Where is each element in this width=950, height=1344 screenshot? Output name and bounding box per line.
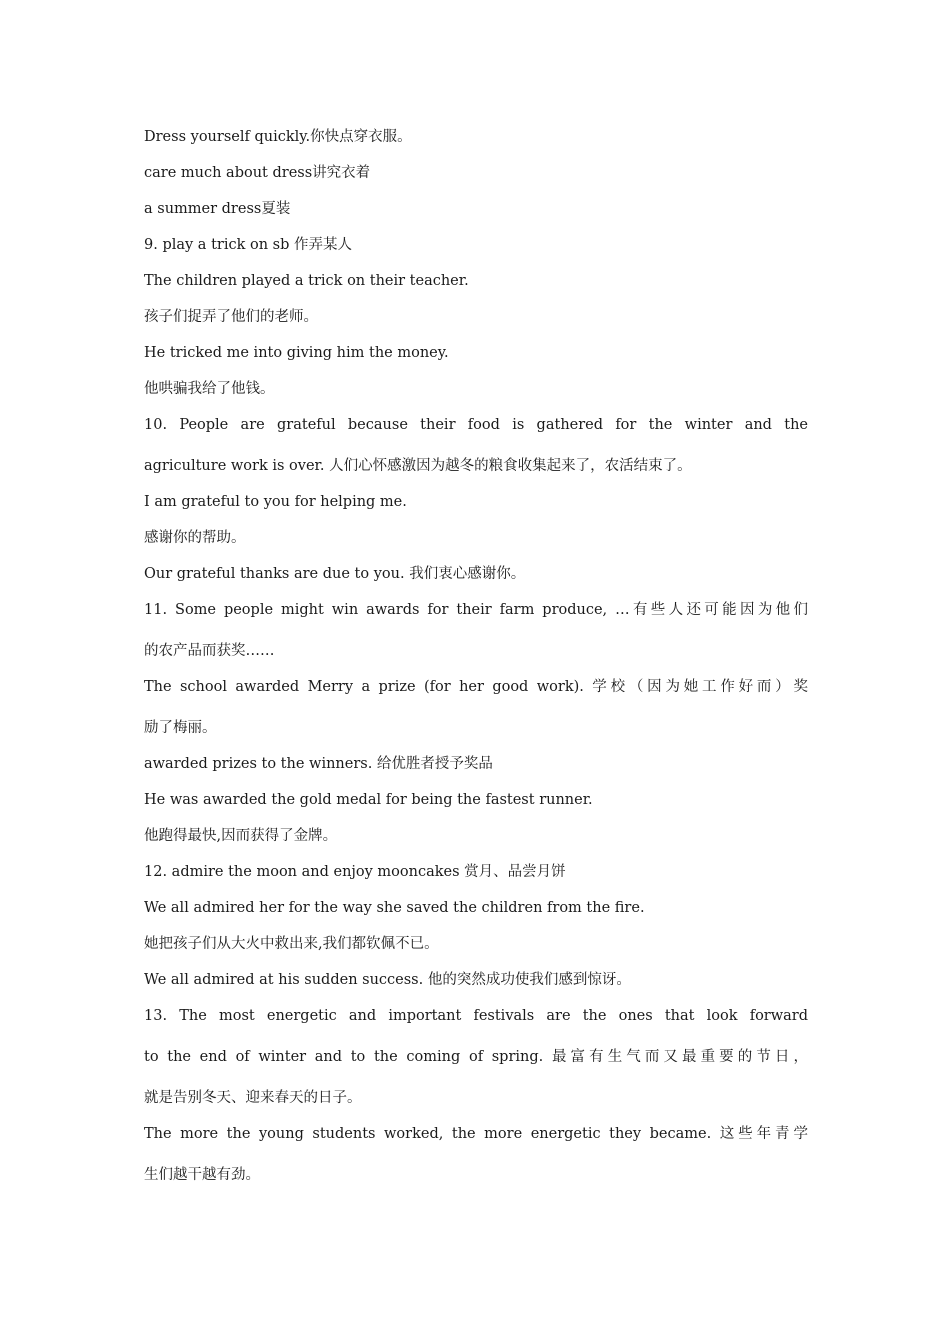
text-line: 生们越干越有劲。 [144, 1167, 260, 1183]
document-body [144, 124, 808, 1198]
text-line: 他哄骗我给了他钱。 [144, 381, 275, 397]
text-line: care much about dress讲究衣着 [144, 165, 371, 181]
text-line: We all admired her for the way she saved the children from the fire. [144, 900, 645, 916]
text-line: 孩子们捉弄了他们的老师。 [144, 309, 318, 325]
text-line: I am grateful to you for helping me. [144, 494, 407, 510]
text-line: We all admired at his sudden success. 他的突然成功使我们感到惊讶。 [144, 972, 631, 988]
text-line: agriculture work is over. 人们心怀感激因为越冬的粮食收集起来了，农活结束了。 [144, 458, 692, 474]
text-line: awarded prizes to the winners. 给优胜者授予奖品 [144, 756, 493, 772]
text-line: to the end of winter and to the coming of spring. 最富有生气而又最重要的节日， [144, 1049, 808, 1065]
text-line: 感谢你的帮助。 [144, 530, 246, 546]
text-line: 励了梅丽。 [144, 720, 217, 736]
text-line: 10. People are grateful because their food is gathered for the winter and the [144, 417, 808, 433]
text-line: 她把孩子们从大火中救出来,我们都钦佩不已。 [144, 936, 439, 952]
text-line: The school awarded Merry a prize (for her good work). 学校（因为她工作好而）奖 [144, 679, 808, 695]
text-line: a summer dress夏装 [144, 201, 291, 217]
text-line: 12. admire the moon and enjoy mooncakes 赏月、品尝月饼 [144, 864, 566, 880]
text-line: 9. play a trick on sb 作弄某人 [144, 237, 352, 253]
text-line: The children played a trick on their teacher. [144, 273, 469, 289]
text-line: 13. The most energetic and important festivals are the ones that look forward [144, 1008, 808, 1024]
text-line: 他跑得最快,因而获得了金牌。 [144, 828, 338, 844]
text-line: 就是告别冬天、迎来春天的日子。 [144, 1090, 362, 1106]
text-line: Our grateful thanks are due to you. 我们衷心感谢你。 [144, 566, 526, 582]
text-line: Dress yourself quickly.你快点穿衣服。 [144, 129, 412, 145]
text-line: He tricked me into giving him the money. [144, 345, 449, 361]
text-line: 的农产品而获奖…… [144, 643, 275, 659]
text-line: He was awarded the gold medal for being the fastest runner. [144, 792, 593, 808]
text-line: The more the young students worked, the more energetic they became. 这些年青学 [144, 1126, 808, 1142]
text-line: 11. Some people might win awards for their farm produce, …有些人还可能因为他们 [144, 602, 808, 618]
